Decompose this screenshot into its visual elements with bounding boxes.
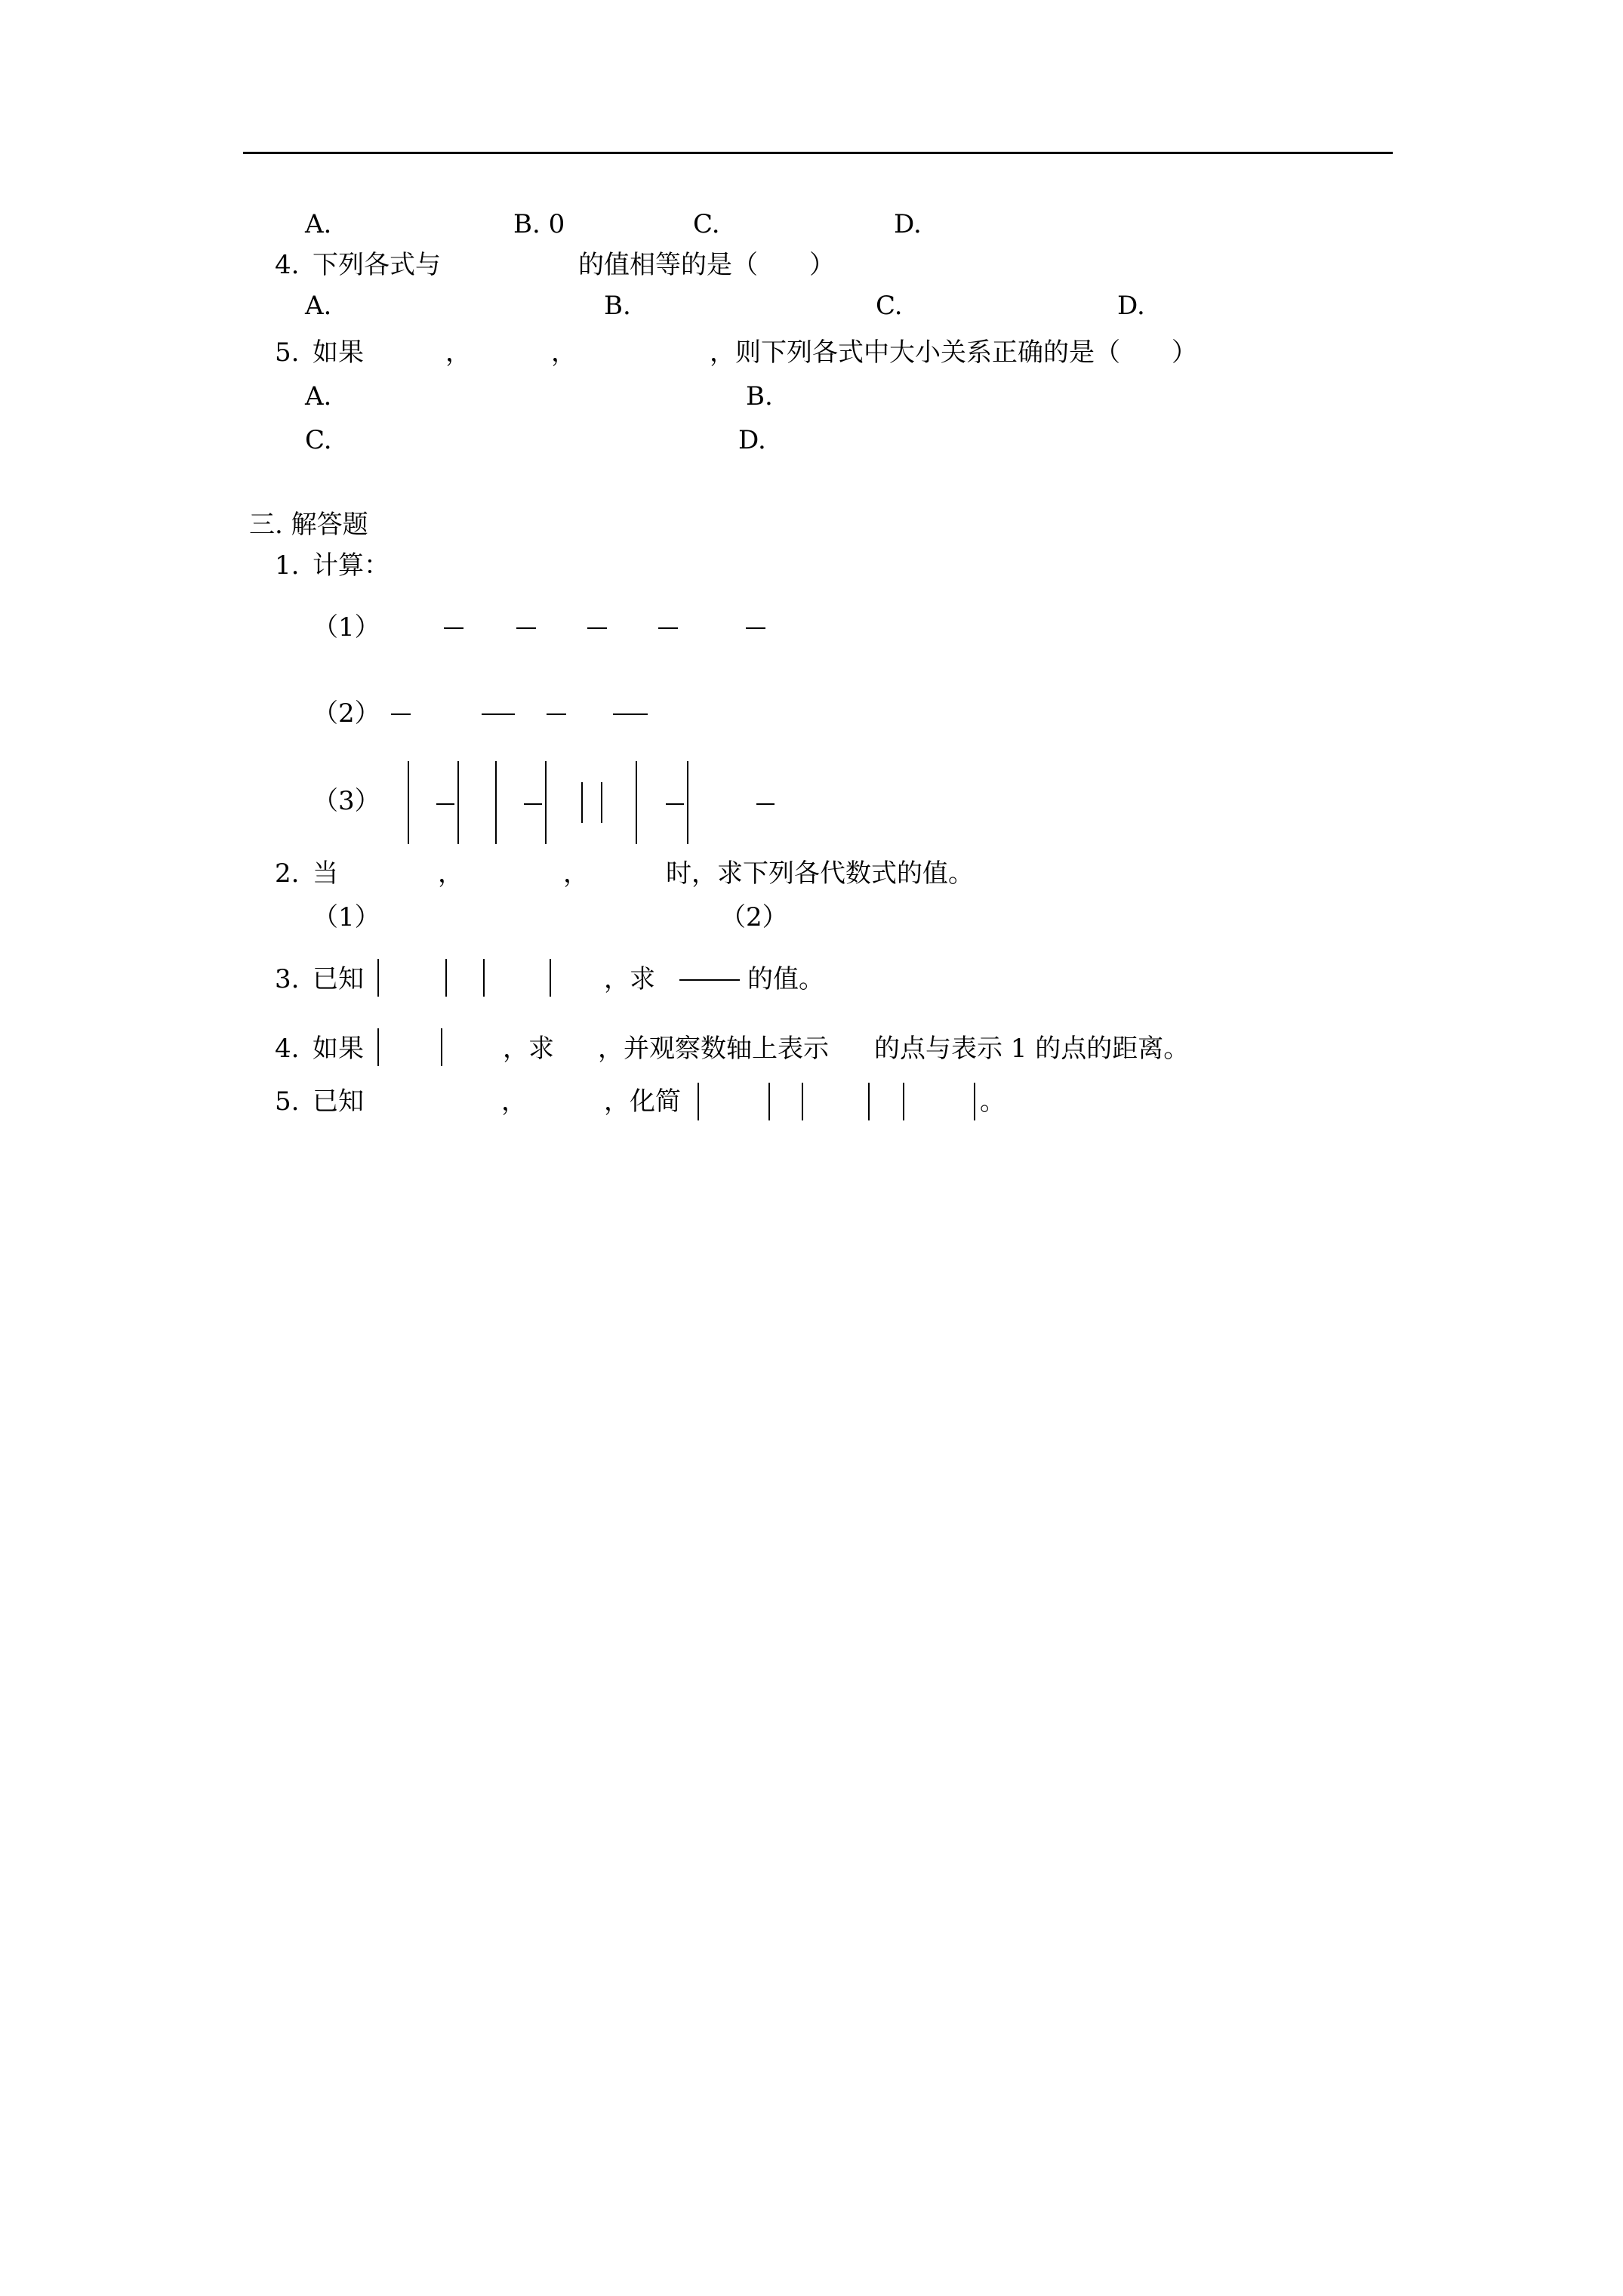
q4-text-post: 的值相等的是（ ）	[578, 250, 835, 280]
q5-text-post: ，则下列各式中大小关系正确的是（ ）	[710, 337, 1197, 368]
absolute-value-bar	[550, 959, 551, 997]
absolute-value-bar	[974, 1083, 975, 1120]
q4-number: 4.	[275, 250, 300, 280]
absolute-value-bar	[601, 782, 602, 823]
q4-option-a: A.	[305, 291, 332, 321]
header-rule	[243, 152, 1393, 154]
p4-text-post: ，并观察数轴上表示	[598, 1034, 829, 1064]
section-title: 三. 解答题	[249, 510, 368, 540]
q3-option-b: B. 0	[513, 209, 565, 239]
q4-text-pre: 下列各式与	[313, 250, 441, 280]
q5-comma-1: ，	[445, 337, 471, 368]
q5-option-b: B.	[746, 381, 773, 411]
q3-option-a: A.	[305, 209, 332, 239]
q4-option-d: D.	[1117, 291, 1145, 321]
absolute-value-bar	[445, 959, 447, 997]
q4-option-c: C.	[876, 291, 903, 321]
minus-sign	[587, 627, 607, 629]
p4-text-pre: 如果	[313, 1034, 364, 1064]
absolute-value-bar	[377, 1028, 379, 1066]
p5-comma-1: ，	[501, 1086, 527, 1117]
q3-option-c: C.	[693, 209, 720, 239]
minus-sign	[547, 713, 566, 715]
q5-text-pre: 如果	[313, 337, 364, 368]
p5-text-pre: 已知	[313, 1086, 364, 1117]
p2-sub-1-label: （1）	[313, 902, 380, 932]
absolute-value-bar	[636, 761, 637, 844]
q4-option-b: B.	[604, 291, 631, 321]
p4-number: 4.	[275, 1034, 300, 1064]
p4-text-tail: 的点与表示 1 的点的距离。	[874, 1034, 1190, 1064]
absolute-value-bar	[495, 761, 497, 844]
q5-option-c: C.	[305, 425, 332, 455]
minus-sign	[666, 803, 684, 805]
minus-sign	[516, 627, 536, 629]
minus-sign	[391, 713, 411, 715]
q5-number: 5.	[275, 337, 300, 368]
minus-sign	[746, 627, 765, 629]
absolute-value-bar	[581, 782, 583, 823]
p5-text-mid: ，化简	[604, 1086, 681, 1117]
q3-option-d: D.	[894, 209, 922, 239]
absolute-value-bar	[768, 1083, 770, 1120]
p5-number: 5.	[275, 1086, 300, 1117]
fraction-bar	[613, 713, 648, 715]
p3-text-mid: ，求	[604, 964, 655, 994]
minus-sign	[444, 627, 463, 629]
absolute-value-bar	[545, 761, 547, 844]
absolute-value-bar	[903, 1083, 904, 1120]
p3-text-post: 的值。	[747, 964, 824, 994]
absolute-value-bar	[868, 1083, 870, 1120]
absolute-value-bar	[687, 761, 688, 844]
p2-number: 2.	[275, 858, 300, 889]
p5-text-end: 。	[980, 1086, 1006, 1117]
fraction-bar	[679, 979, 740, 981]
p2-text-pre: 当	[313, 858, 338, 889]
p2-sub-2-label: （2）	[720, 902, 788, 932]
minus-sign	[658, 627, 678, 629]
p2-comma-2: ，	[563, 858, 589, 889]
p1-text: 计算：	[313, 550, 390, 581]
minus-sign	[524, 803, 542, 805]
absolute-value-bar	[483, 959, 485, 997]
p2-text-post: 时，求下列各代数式的值。	[666, 858, 974, 889]
p4-text-mid: ，求	[503, 1034, 554, 1064]
p1-sub-1-label: （1）	[313, 612, 380, 643]
absolute-value-bar	[377, 959, 379, 997]
absolute-value-bar	[457, 761, 459, 844]
minus-sign	[436, 803, 454, 805]
p1-sub-3-label: （3）	[313, 786, 380, 816]
minus-sign	[756, 803, 775, 805]
q5-option-a: A.	[305, 381, 332, 411]
p1-number: 1.	[275, 550, 300, 581]
absolute-value-bar	[698, 1083, 699, 1120]
absolute-value-bar	[441, 1028, 442, 1066]
q5-comma-2: ，	[551, 337, 577, 368]
fraction-bar	[482, 713, 515, 715]
absolute-value-bar	[802, 1083, 803, 1120]
p3-text-pre: 已知	[313, 964, 364, 994]
p3-number: 3.	[275, 964, 300, 994]
p2-comma-1: ，	[438, 858, 463, 889]
p1-sub-2-label: （2）	[313, 698, 380, 729]
absolute-value-bar	[408, 761, 409, 844]
q5-option-d: D.	[738, 425, 766, 455]
